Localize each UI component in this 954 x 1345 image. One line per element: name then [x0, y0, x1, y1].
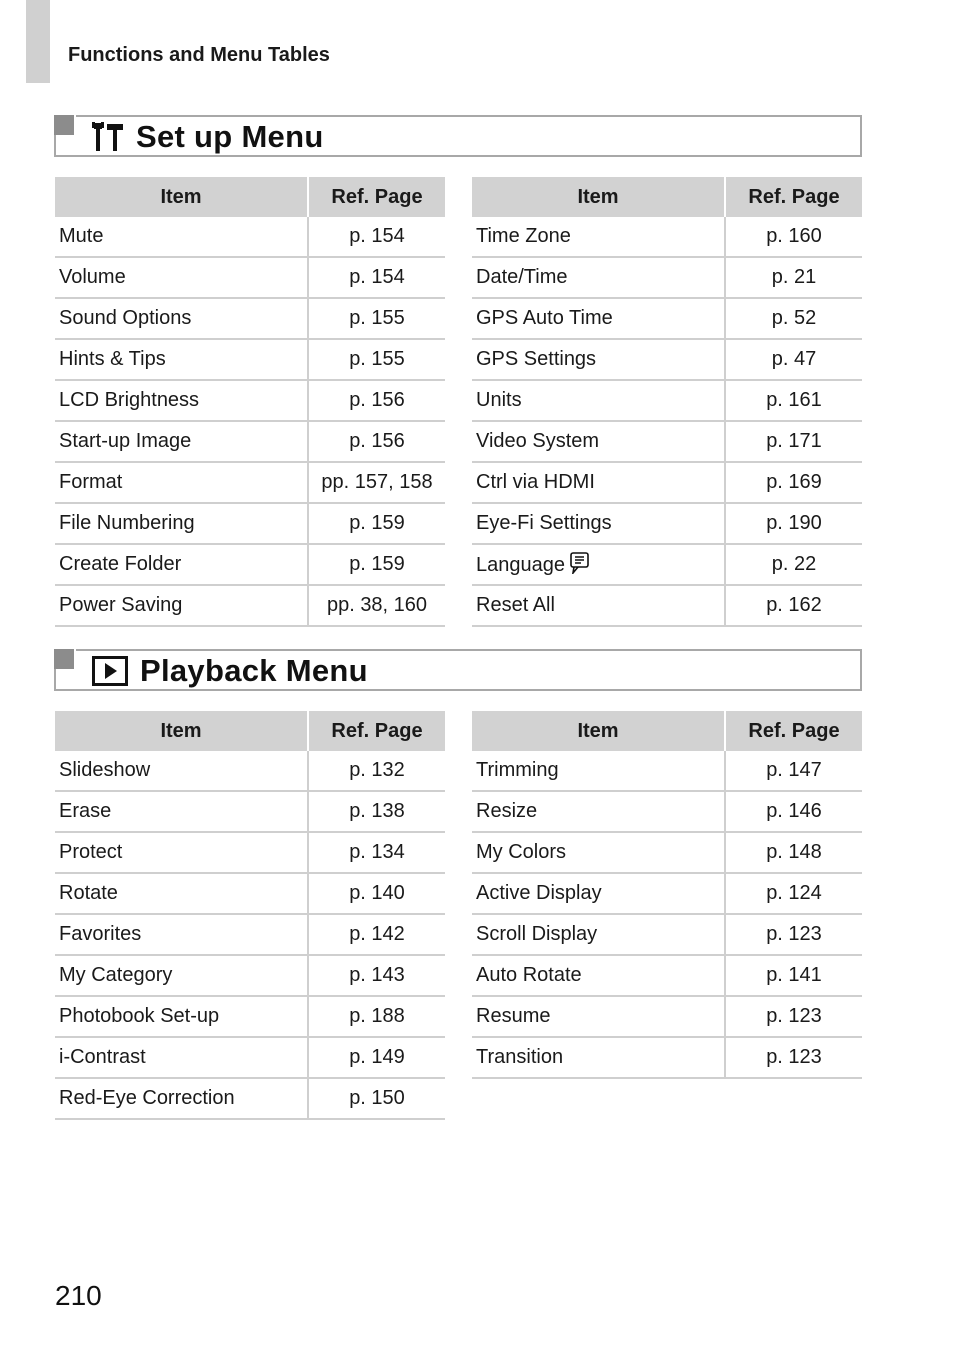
- item-cell: GPS Settings: [472, 339, 725, 380]
- item-cell: Hints & Tips: [55, 339, 308, 380]
- playback-right-table: [472, 711, 862, 1079]
- table-row: [472, 751, 862, 791]
- ref-page-cell: p. 124: [725, 873, 862, 914]
- ref-page-cell: p. 154: [308, 217, 445, 257]
- item-cell: Units: [472, 380, 725, 421]
- item-cell: Power Saving: [55, 585, 308, 626]
- table-row: [472, 914, 862, 955]
- setup-right-table: [472, 177, 862, 627]
- section-marker: [54, 115, 74, 135]
- table-row: [472, 503, 862, 544]
- ref-page-cell: p. 140: [308, 873, 445, 914]
- ref-page-cell: p. 134: [308, 832, 445, 873]
- table-row: [472, 380, 862, 421]
- table-row: [472, 462, 862, 503]
- table-row: [55, 955, 445, 996]
- item-cell: Sound Options: [55, 298, 308, 339]
- running-title: Functions and Menu Tables: [68, 44, 330, 66]
- column-header-ref-page: Ref. Page: [308, 711, 445, 751]
- item-cell: Photobook Set-up: [55, 996, 308, 1037]
- setup-left-table: [55, 177, 445, 627]
- ref-page-cell: p. 161: [725, 380, 862, 421]
- item-cell: Rotate: [55, 873, 308, 914]
- item-cell: Resize: [472, 791, 725, 832]
- table-row: [55, 914, 445, 955]
- side-tab: [26, 0, 50, 83]
- item-cell: Erase: [55, 791, 308, 832]
- ref-page-cell: p. 123: [725, 914, 862, 955]
- playback-menu-heading: [54, 649, 862, 691]
- ref-page-cell: p. 146: [725, 791, 862, 832]
- item-cell: Resume: [472, 996, 725, 1037]
- ref-page-cell: p. 169: [725, 462, 862, 503]
- table-row: [472, 298, 862, 339]
- ref-page-cell: p. 141: [725, 955, 862, 996]
- ref-page-cell: p. 155: [308, 298, 445, 339]
- ref-page-cell: p. 47: [725, 339, 862, 380]
- table-row: [472, 791, 862, 832]
- item-cell: [472, 544, 725, 585]
- table-row: [472, 544, 862, 585]
- ref-page-cell: p. 22: [725, 544, 862, 585]
- ref-page-cell: p. 171: [725, 421, 862, 462]
- item-cell: Scroll Display: [472, 914, 725, 955]
- ref-page-cell: p. 123: [725, 996, 862, 1037]
- play-icon: [92, 656, 128, 686]
- ref-page-cell: p. 156: [308, 380, 445, 421]
- ref-page-cell: p. 159: [308, 544, 445, 585]
- table-row: [55, 873, 445, 914]
- column-header-ref-page: Ref. Page: [725, 711, 862, 751]
- ref-page-cell: p. 155: [308, 339, 445, 380]
- table-row: [472, 339, 862, 380]
- table-row: [55, 1037, 445, 1078]
- setup-menu-title: Set up Menu: [136, 119, 324, 154]
- item-cell: Time Zone: [472, 217, 725, 257]
- table-row: [55, 832, 445, 873]
- table-row: [472, 585, 862, 626]
- item-cell: Favorites: [55, 914, 308, 955]
- table-row: [55, 339, 445, 380]
- column-header-item: Item: [55, 177, 308, 217]
- item-cell: Date/Time: [472, 257, 725, 298]
- item-cell: Slideshow: [55, 751, 308, 791]
- section-marker: [54, 649, 74, 669]
- table-row: [55, 217, 445, 257]
- table-row: [55, 421, 445, 462]
- column-header-item: Item: [472, 177, 725, 217]
- item-cell: Reset All: [472, 585, 725, 626]
- item-cell: Red-Eye Correction: [55, 1078, 308, 1119]
- item-cell: Volume: [55, 257, 308, 298]
- item-cell: i-Contrast: [55, 1037, 308, 1078]
- ref-page-cell: p. 142: [308, 914, 445, 955]
- item-cell: Transition: [472, 1037, 725, 1078]
- ref-page-cell: p. 160: [725, 217, 862, 257]
- table-row: [55, 462, 445, 503]
- item-cell: File Numbering: [55, 503, 308, 544]
- ref-page-cell: p. 162: [725, 585, 862, 626]
- column-header-ref-page: Ref. Page: [308, 177, 445, 217]
- table-row: [472, 996, 862, 1037]
- playback-menu-title: Playback Menu: [140, 653, 368, 688]
- item-cell: Auto Rotate: [472, 955, 725, 996]
- table-row: [55, 791, 445, 832]
- table-row: [472, 873, 862, 914]
- item-cell: GPS Auto Time: [472, 298, 725, 339]
- table-row: [472, 1037, 862, 1078]
- item-cell: Create Folder: [55, 544, 308, 585]
- item-cell: Format: [55, 462, 308, 503]
- ref-page-cell: p. 143: [308, 955, 445, 996]
- table-row: [55, 380, 445, 421]
- table-row: [55, 544, 445, 585]
- table-row: [55, 503, 445, 544]
- table-row: [472, 217, 862, 257]
- ref-page-cell: pp. 38, 160: [308, 585, 445, 626]
- item-cell: Active Display: [472, 873, 725, 914]
- setup-menu-heading: [54, 115, 862, 157]
- ref-page-cell: p. 138: [308, 791, 445, 832]
- table-row: [55, 257, 445, 298]
- ref-page-cell: p. 21: [725, 257, 862, 298]
- column-header-item: Item: [55, 711, 308, 751]
- item-cell: Eye-Fi Settings: [472, 503, 725, 544]
- item-cell: My Category: [55, 955, 308, 996]
- ref-page-cell: p. 159: [308, 503, 445, 544]
- item-cell: Ctrl via HDMI: [472, 462, 725, 503]
- item-cell: Protect: [55, 832, 308, 873]
- playback-left-table: [55, 711, 445, 1120]
- speech-bubble-icon: [568, 552, 590, 574]
- table-row: [472, 832, 862, 873]
- wrench-tools-icon: [90, 121, 126, 153]
- ref-page-cell: pp. 157, 158: [308, 462, 445, 503]
- item-cell: Mute: [55, 217, 308, 257]
- table-row: [55, 1078, 445, 1119]
- item-cell: LCD Brightness: [55, 380, 308, 421]
- ref-page-cell: p. 150: [308, 1078, 445, 1119]
- table-row: [55, 585, 445, 626]
- column-header-ref-page: Ref. Page: [725, 177, 862, 217]
- item-cell: Video System: [472, 421, 725, 462]
- ref-page-cell: p. 190: [725, 503, 862, 544]
- ref-page-cell: p. 149: [308, 1037, 445, 1078]
- page-number: 210: [55, 1280, 102, 1311]
- item-label: Language: [476, 554, 565, 576]
- column-header-item: Item: [472, 711, 725, 751]
- table-row: [55, 298, 445, 339]
- item-cell: Trimming: [472, 751, 725, 791]
- ref-page-cell: p. 147: [725, 751, 862, 791]
- ref-page-cell: p. 148: [725, 832, 862, 873]
- ref-page-cell: p. 52: [725, 298, 862, 339]
- table-row: [472, 955, 862, 996]
- ref-page-cell: p. 132: [308, 751, 445, 791]
- table-row: [472, 421, 862, 462]
- table-row: [55, 996, 445, 1037]
- ref-page-cell: p. 156: [308, 421, 445, 462]
- ref-page-cell: p. 188: [308, 996, 445, 1037]
- item-cell: My Colors: [472, 832, 725, 873]
- ref-page-cell: p. 123: [725, 1037, 862, 1078]
- table-row: [55, 751, 445, 791]
- ref-page-cell: p. 154: [308, 257, 445, 298]
- item-cell: Start-up Image: [55, 421, 308, 462]
- table-row: [472, 257, 862, 298]
